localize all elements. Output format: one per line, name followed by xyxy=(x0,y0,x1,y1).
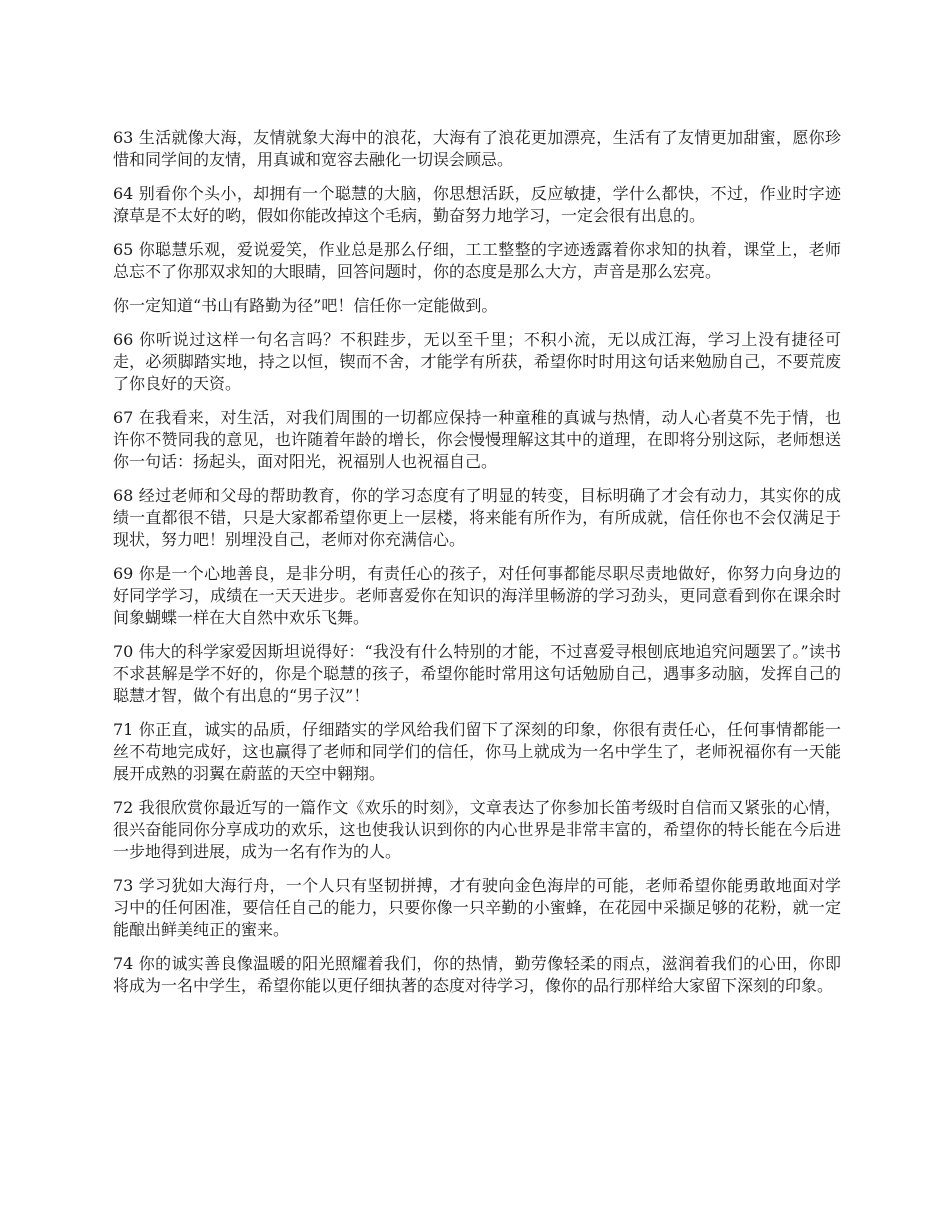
document-body xyxy=(113,127,841,1009)
paragraph-63: 63 生活就像大海，友情就象大海中的浪花，大海有了浪花更加漂亮，生活有了友情更加甜蜜，愿你珍惜和同学间的友情，用真诚和宽容去融化一切误会顾忌。 xyxy=(113,128,841,169)
paragraph-68: 68 经过老师和父母的帮助教育，你的学习态度有了明显的转变，目标明确了才会有动力，其实你的成绩一直都很不错，只是大家都希望你更上一层楼，将来能有所作为，有所成就，信任你也不会仅满足于现状，努力吧！别埋没自己，老师对你充满信心。 xyxy=(113,486,841,549)
paragraph-71: 71 你正直，诚实的品质，仔细踏实的学风给我们留下了深刻的印象，你很有责任心，任何事情都能一丝不苟地完成好，这也赢得了老师和同学们的信任，你马上就成为一名中学生了，老师祝福你有一天能展开成熟的羽翼在蔚蓝的天空中翱翔。 xyxy=(113,720,841,783)
paragraph-73: 73 学习犹如大海行舟，一个人只有坚韧拼搏，才有驶向金色海岸的可能，老师希望你能勇敢地面对学习中的任何困准，要信任自己的能力，只要你像一只辛勤的小蜜蜂，在花园中采撷足够的花粉，就一定能酿出鲜美纯正的蜜来。 xyxy=(113,876,841,939)
paragraph-74: 74 你的诚实善良像温暖的阳光照耀着我们，你的热情，勤劳像轻柔的雨点，滋润着我们的心田，你即将成为一名中学生，希望你能以更仔细执著的态度对待学习，像你的品行那样给大家留下深刻的印象。 xyxy=(113,954,841,995)
paragraph-65-continued: 你一定知道“书山有路勤为径”吧！信任你一定能做到。 xyxy=(113,296,498,315)
paragraph-70: 70 伟大的科学家爱因斯坦说得好：“我没有什么特别的才能，不过喜爱寻根刨底地追究问题罢了。”读书不求甚解是学不好的，你是个聪慧的孩子，希望你能时常用这句话勉励自己，遇事多动脑，发挥自己的聪慧才智，做个有出息的“男子汉”！ xyxy=(113,642,841,705)
paragraph-69: 69 你是一个心地善良，是非分明，有责任心的孩子，对任何事都能尽职尽责地做好，你努力向身边的好同学学习，成绩在一天天进步。老师喜爱你在知识的海洋里畅游的学习劲头，更同意看到你在课余时间象蝴蝶一样在大自然中欢乐飞舞。 xyxy=(113,564,841,627)
paragraph-65: 65 你聪慧乐观，爱说爱笑，作业总是那么仔细，工工整整的字迹透露着你求知的执着，课堂上，老师总忘不了你那双求知的大眼睛，回答问题时，你的态度是那么大方，声音是那么宏亮。 xyxy=(113,240,841,281)
paragraph-72: 72 我很欣赏你最近写的一篇作文《欢乐的时刻》，文章表达了你参加长笛考级时自信而又紧张的心情，很兴奋能同你分享成功的欢乐，这也使我认识到你的内心世界是非常丰富的，希望你的特长能在今后进一步地得到进展，成为一名有作为的人。 xyxy=(113,798,841,861)
paragraph-66: 66 你听说过这样一句名言吗？不积跬步，无以至千里；不积小流，无以成江海，学习上没有捷径可走，必须脚踏实地，持之以恒，锲而不舍，才能学有所获，希望你时时用这句话来勉励自己，不要荒废了你良好的天资。 xyxy=(113,330,841,393)
paragraph-64: 64 别看你个头小，却拥有一个聪慧的大脑，你思想活跃，反应敏捷，学什么都快，不过，作业时字迹潦草是不太好的哟，假如你能改掉这个毛病，勤奋努力地学习，一定会很有出息的。 xyxy=(113,184,841,225)
paragraph-67: 67 在我看来，对生活，对我们周围的一切都应保持一种童稚的真诚与热情，动人心者莫不先于情，也许你不赞同我的意见，也许随着年龄的增长，你会慢慢理解这其中的道理，在即将分别这际，老师想送你一句话：扬起头，面对阳光，祝福别人也祝福自己。 xyxy=(113,408,841,471)
